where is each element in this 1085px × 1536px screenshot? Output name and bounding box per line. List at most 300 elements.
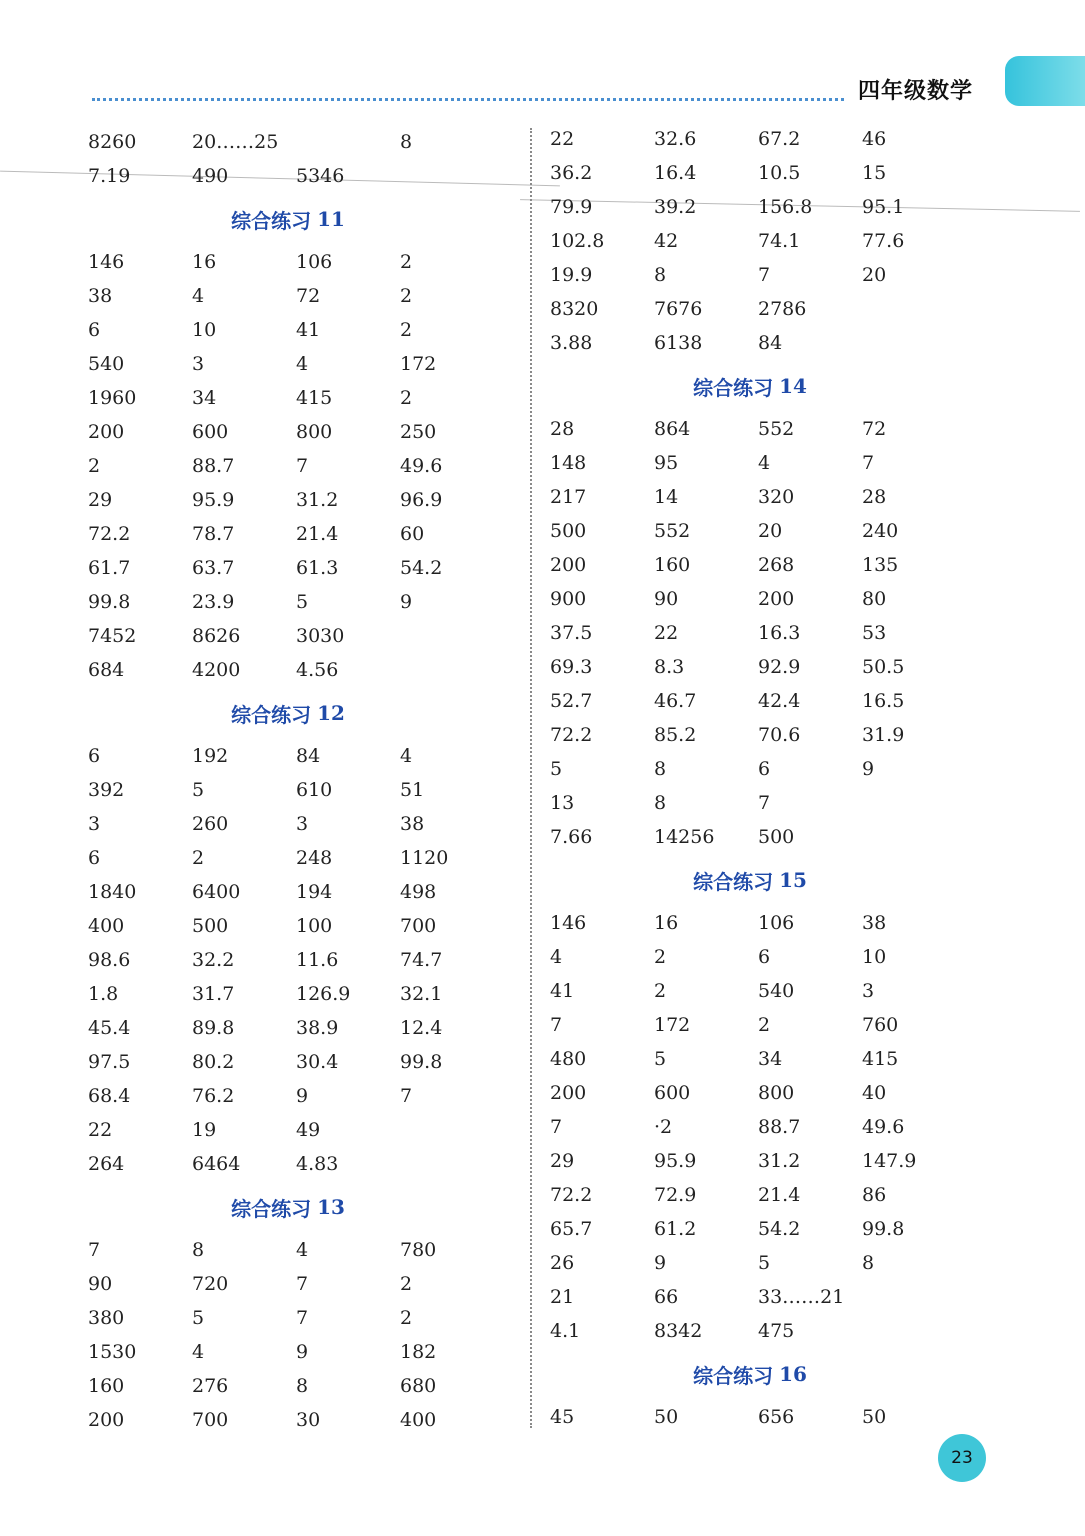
section-title-number: 13 (317, 1195, 345, 1219)
answer-row (550, 820, 970, 854)
answer-cell: 46.7 (654, 690, 697, 712)
answer-row (88, 875, 508, 909)
answer-cell: 99.8 (862, 1218, 905, 1240)
answer-cell: 50.5 (862, 656, 905, 678)
answer-cell: 85.2 (654, 724, 697, 746)
answer-cell: 20……25 (192, 131, 279, 153)
answer-cell: 3 (862, 980, 875, 1002)
answer-cell: 400 (400, 1409, 437, 1431)
answer-row (550, 412, 970, 446)
answer-cell: 54.2 (758, 1218, 801, 1240)
answer-cell: 7 (296, 455, 309, 477)
answer-cell: 800 (296, 421, 333, 443)
answer-row (88, 1301, 508, 1335)
answer-cell: 1.8 (88, 983, 119, 1005)
answer-cell: 7 (88, 1239, 101, 1261)
answer-cell: 200 (88, 421, 125, 443)
answer-cell: 11.6 (296, 949, 339, 971)
answer-cell: 28 (550, 418, 575, 440)
answer-cell: 106 (296, 251, 333, 273)
answer-cell: 700 (192, 1409, 229, 1431)
answer-cell: 38 (88, 285, 113, 307)
answer-cell: 200 (550, 554, 587, 576)
answer-cell: 74.7 (400, 949, 443, 971)
answer-cell: 23.9 (192, 591, 235, 613)
answer-row (550, 1400, 970, 1434)
answer-cell: 135 (862, 554, 899, 576)
answer-cell: 260 (192, 813, 229, 835)
answer-cell: 32.6 (654, 128, 697, 150)
answer-cell: 72.2 (88, 523, 131, 545)
answer-row (550, 1076, 970, 1110)
answer-cell: 22 (654, 622, 679, 644)
answer-cell: 49 (296, 1119, 321, 1141)
answer-cell: 19 (192, 1119, 217, 1141)
answer-cell: 146 (550, 912, 587, 934)
answer-row (550, 446, 970, 480)
answer-cell: 70.6 (758, 724, 801, 746)
answer-cell: 540 (88, 353, 125, 375)
answer-cell: 98.6 (88, 949, 131, 971)
answer-cell: 74.1 (758, 230, 801, 252)
answer-row (550, 906, 970, 940)
answer-cell: 26 (550, 1252, 575, 1274)
exercise-section-title (88, 687, 508, 739)
answer-cell: 68.4 (88, 1085, 131, 1107)
answer-cell: 69.3 (550, 656, 593, 678)
section-title-label: 综合练习 (231, 208, 312, 233)
answer-cell: 9 (862, 758, 875, 780)
answer-cell: 552 (758, 418, 795, 440)
answer-cell: 22 (88, 1119, 113, 1141)
answer-row (88, 1045, 508, 1079)
answer-row (88, 1267, 508, 1301)
answer-cell: 34 (192, 387, 217, 409)
exercise-section-title (550, 360, 970, 412)
answer-row (88, 1335, 508, 1369)
answer-cell: 1840 (88, 881, 137, 903)
answer-cell: 8 (296, 1375, 309, 1397)
answer-row (550, 974, 970, 1008)
answer-cell: 16 (654, 912, 679, 934)
answer-cell: 1120 (400, 847, 449, 869)
answer-cell: 380 (88, 1307, 125, 1329)
answer-cell: 9 (654, 1252, 667, 1274)
answer-cell: 45 (550, 1406, 575, 1428)
answer-cell: 8260 (88, 131, 137, 153)
answer-cell: 800 (758, 1082, 795, 1104)
answer-cell: 53 (862, 622, 887, 644)
answer-cell: 3030 (296, 625, 345, 647)
answer-cell: 95.9 (654, 1150, 697, 1172)
answer-cell: 46 (862, 128, 887, 150)
answer-cell: 96.9 (400, 489, 443, 511)
page-number-badge: 23 (938, 1434, 986, 1482)
answer-row (88, 347, 508, 381)
answer-cell: 19.9 (550, 264, 593, 286)
answer-cell: 4.56 (296, 659, 339, 681)
answer-cell: 540 (758, 980, 795, 1002)
answer-cell: 8 (400, 131, 413, 153)
answer-row (88, 159, 508, 193)
answer-cell: 67.2 (758, 128, 801, 150)
answer-cell: 7 (550, 1116, 563, 1138)
answer-cell: 42.4 (758, 690, 801, 712)
answer-cell: 72.9 (654, 1184, 697, 1206)
answer-cell: 3 (296, 813, 309, 835)
answer-cell: 49.6 (400, 455, 443, 477)
answer-cell: 61.7 (88, 557, 131, 579)
answer-cell: 415 (862, 1048, 899, 1070)
answer-cell: 61.2 (654, 1218, 697, 1240)
answer-cell: 490 (192, 165, 229, 187)
answer-cell: 5 (296, 591, 309, 613)
answer-cell: 16.5 (862, 690, 905, 712)
answer-cell: 106 (758, 912, 795, 934)
section-title-number: 14 (779, 374, 807, 398)
answer-cell: 2 (400, 251, 413, 273)
answer-cell: 8 (862, 1252, 875, 1274)
answer-row (550, 224, 970, 258)
answer-cell: 32.1 (400, 983, 443, 1005)
exercise-section-title (88, 1181, 508, 1233)
answer-row (88, 943, 508, 977)
answer-row (550, 122, 970, 156)
answer-row (88, 449, 508, 483)
answer-cell: 34 (758, 1048, 783, 1070)
answer-cell: 92.9 (758, 656, 801, 678)
answer-cell: 40 (862, 1082, 887, 1104)
answer-cell: 88.7 (192, 455, 235, 477)
answer-cell: 99.8 (400, 1051, 443, 1073)
answer-cell: 9 (400, 591, 413, 613)
answer-cell: 2 (654, 980, 667, 1002)
answer-cell: 9 (296, 1341, 309, 1363)
answer-row (550, 292, 970, 326)
answer-cell: 10.5 (758, 162, 801, 184)
answer-row (550, 1042, 970, 1076)
answer-row (550, 1110, 970, 1144)
answer-cell: 86 (862, 1184, 887, 1206)
answer-cell: 4 (296, 1239, 309, 1261)
answer-cell: 4 (192, 1341, 205, 1363)
answer-cell: 45.4 (88, 1017, 131, 1039)
section-title-number: 12 (317, 701, 345, 725)
answer-cell: 684 (88, 659, 125, 681)
answer-cell: 250 (400, 421, 437, 443)
answer-cell: 6 (88, 745, 101, 767)
answer-cell: 31.2 (758, 1150, 801, 1172)
answer-row (88, 415, 508, 449)
answer-cell: 95.9 (192, 489, 235, 511)
answer-cell: 200 (758, 588, 795, 610)
answer-cell: 1960 (88, 387, 137, 409)
answer-cell: 4 (400, 745, 413, 767)
answer-cell: 6 (758, 758, 771, 780)
answer-cell: 90 (88, 1273, 113, 1295)
answer-row (88, 551, 508, 585)
answer-row (550, 258, 970, 292)
answer-cell: 720 (192, 1273, 229, 1295)
answer-cell: 2 (758, 1014, 771, 1036)
answer-cell: 77.6 (862, 230, 905, 252)
answer-cell: 2 (400, 1307, 413, 1329)
answer-cell: 248 (296, 847, 333, 869)
answer-cell: 4.1 (550, 1320, 581, 1342)
answer-row (88, 1113, 508, 1147)
answer-row (550, 1212, 970, 1246)
answer-row (550, 752, 970, 786)
answer-cell: 160 (88, 1375, 125, 1397)
answer-row (550, 616, 970, 650)
answer-row (550, 1008, 970, 1042)
answer-cell: 29 (550, 1150, 575, 1172)
answer-cell: 30.4 (296, 1051, 339, 1073)
answer-cell: 2 (192, 847, 205, 869)
answer-cell: 268 (758, 554, 795, 576)
subject-title: 四年级数学 (858, 79, 974, 104)
answer-row (550, 1144, 970, 1178)
answer-cell: 20 (862, 264, 887, 286)
answer-row (88, 381, 508, 415)
answer-cell: 148 (550, 452, 587, 474)
answer-cell: 4 (758, 452, 771, 474)
answer-cell: 102.8 (550, 230, 605, 252)
answer-cell: 2 (654, 946, 667, 968)
answer-cell: 20 (758, 520, 783, 542)
answer-cell: 7.19 (88, 165, 131, 187)
answer-cell: 5 (550, 758, 563, 780)
answer-cell: 54.2 (400, 557, 443, 579)
answer-row (88, 279, 508, 313)
answer-cell: 6138 (654, 332, 703, 354)
answer-row (550, 650, 970, 684)
answer-cell: 200 (88, 1409, 125, 1431)
answer-cell: 6400 (192, 881, 241, 903)
answer-cell: 6 (88, 847, 101, 869)
answer-cell: 36.2 (550, 162, 593, 184)
answer-row (88, 1403, 508, 1437)
answer-row (550, 1314, 970, 1348)
answer-cell: 610 (296, 779, 333, 801)
answer-row (88, 517, 508, 551)
answer-cell: 100 (296, 915, 333, 937)
answer-cell: 63.7 (192, 557, 235, 579)
answer-cell: 51 (400, 779, 425, 801)
answer-cell: ·2 (654, 1116, 673, 1138)
answer-cell: 5346 (296, 165, 345, 187)
answer-cell: 8 (192, 1239, 205, 1261)
answer-cell: 7 (862, 452, 875, 474)
answer-cell: 78.7 (192, 523, 235, 545)
answer-cell: 31.9 (862, 724, 905, 746)
header-dotted-rule (92, 98, 844, 101)
answer-row (88, 1233, 508, 1267)
answer-cell: 7 (296, 1307, 309, 1329)
answer-cell: 31.2 (296, 489, 339, 511)
answer-cell: 2 (400, 387, 413, 409)
column-divider (530, 128, 532, 1428)
answer-cell: 13 (550, 792, 575, 814)
left-answer-column (88, 125, 508, 1437)
answer-cell: 2 (400, 1273, 413, 1295)
right-answer-column (550, 122, 970, 1434)
answer-cell: 65.7 (550, 1218, 593, 1240)
exercise-section-title (550, 854, 970, 906)
answer-cell: 2 (400, 319, 413, 341)
answer-row (88, 585, 508, 619)
answer-cell: 66 (654, 1286, 679, 1308)
answer-cell: 32.2 (192, 949, 235, 971)
answer-cell: 79.9 (550, 196, 593, 218)
answer-row (550, 1178, 970, 1212)
section-title-number: 15 (779, 868, 807, 892)
answer-cell: 38 (400, 813, 425, 835)
answer-cell: 95.1 (862, 196, 905, 218)
answer-cell: 80.2 (192, 1051, 235, 1073)
answer-cell: 10 (192, 319, 217, 341)
answer-cell: 39.2 (654, 196, 697, 218)
answer-cell: 21.4 (296, 523, 339, 545)
answer-cell: 50 (862, 1406, 887, 1428)
answer-cell: 194 (296, 881, 333, 903)
answer-cell: 1530 (88, 1341, 137, 1363)
answer-row (88, 1011, 508, 1045)
answer-cell: 7 (550, 1014, 563, 1036)
answer-cell: 3 (192, 353, 205, 375)
answer-cell: 6464 (192, 1153, 241, 1175)
answer-cell: 61.3 (296, 557, 339, 579)
answer-cell: 780 (400, 1239, 437, 1261)
header-tab-decoration (1005, 56, 1085, 106)
answer-cell: 217 (550, 486, 587, 508)
answer-row (88, 313, 508, 347)
answer-cell: 160 (654, 554, 691, 576)
answer-row (88, 807, 508, 841)
section-title-number: 11 (317, 207, 345, 231)
answer-cell: 900 (550, 588, 587, 610)
answer-cell: 84 (758, 332, 783, 354)
answer-cell: 760 (862, 1014, 899, 1036)
answer-cell: 276 (192, 1375, 229, 1397)
answer-cell: 240 (862, 520, 899, 542)
answer-cell: 16 (192, 251, 217, 273)
answer-row (550, 1246, 970, 1280)
answer-cell: 3.88 (550, 332, 593, 354)
section-title-label: 综合练习 (231, 1196, 312, 1221)
answer-cell: 95 (654, 452, 679, 474)
answer-cell: 84 (296, 745, 321, 767)
answer-cell: 146 (88, 251, 125, 273)
answer-cell: 22 (550, 128, 575, 150)
answer-cell: 28 (862, 486, 887, 508)
answer-cell: 72.2 (550, 1184, 593, 1206)
answer-cell: 7.66 (550, 826, 593, 848)
answer-cell: 8 (654, 758, 667, 780)
answer-cell: 5 (192, 1307, 205, 1329)
answer-cell: 4 (296, 353, 309, 375)
answer-row (550, 786, 970, 820)
answer-row (88, 653, 508, 687)
answer-row (88, 1147, 508, 1181)
answer-cell: 10 (862, 946, 887, 968)
answer-cell: 5 (758, 1252, 771, 1274)
answer-cell: 392 (88, 779, 125, 801)
answer-cell: 156.8 (758, 196, 813, 218)
answer-cell: 8342 (654, 1320, 703, 1342)
answer-cell: 320 (758, 486, 795, 508)
answer-row (88, 739, 508, 773)
section-title-label: 综合练习 (693, 375, 774, 400)
answer-cell: 7452 (88, 625, 137, 647)
answer-cell: 33……21 (758, 1286, 845, 1308)
answer-cell: 172 (400, 353, 437, 375)
answer-cell: 9 (296, 1085, 309, 1107)
answer-cell: 60 (400, 523, 425, 545)
answer-cell: 31.7 (192, 983, 235, 1005)
answer-cell: 552 (654, 520, 691, 542)
answer-cell: 7 (296, 1273, 309, 1295)
answer-row (550, 548, 970, 582)
answer-cell: 76.2 (192, 1085, 235, 1107)
answer-cell: 21 (550, 1286, 575, 1308)
answer-cell: 38.9 (296, 1017, 339, 1039)
answer-cell: 14256 (654, 826, 715, 848)
answer-cell: 15 (862, 162, 887, 184)
answer-row (88, 1369, 508, 1403)
answer-cell: 4 (192, 285, 205, 307)
answer-row (550, 718, 970, 752)
answer-cell: 38 (862, 912, 887, 934)
answer-row (88, 125, 508, 159)
answer-cell: 30 (296, 1409, 321, 1431)
answer-cell: 52.7 (550, 690, 593, 712)
answer-cell: 172 (654, 1014, 691, 1036)
answer-cell: 4200 (192, 659, 241, 681)
answer-cell: 89.8 (192, 1017, 235, 1039)
answer-cell: 126.9 (296, 983, 351, 1005)
answer-cell: 680 (400, 1375, 437, 1397)
answer-cell: 2 (88, 455, 101, 477)
answer-cell: 500 (550, 520, 587, 542)
answer-row (550, 940, 970, 974)
section-title-label: 综合练习 (693, 1363, 774, 1388)
section-title-number: 16 (779, 1362, 807, 1386)
answer-cell: 182 (400, 1341, 437, 1363)
answer-cell: 50 (654, 1406, 679, 1428)
answer-cell: 7 (400, 1085, 413, 1107)
answer-row (88, 483, 508, 517)
answer-cell: 8.3 (654, 656, 685, 678)
answer-cell: 8 (654, 264, 667, 286)
answer-cell: 8 (654, 792, 667, 814)
answer-row (88, 1079, 508, 1113)
answer-cell: 8626 (192, 625, 241, 647)
answer-cell: 90 (654, 588, 679, 610)
answer-row (88, 245, 508, 279)
answer-cell: 49.6 (862, 1116, 905, 1138)
answer-cell: 7 (758, 264, 771, 286)
answer-cell: 5 (192, 779, 205, 801)
answer-cell: 4 (550, 946, 563, 968)
answer-cell: 400 (88, 915, 125, 937)
answer-row (550, 326, 970, 360)
answer-cell: 498 (400, 881, 437, 903)
answer-cell: 6 (88, 319, 101, 341)
answer-cell: 500 (758, 826, 795, 848)
answer-cell: 97.5 (88, 1051, 131, 1073)
answer-cell: 72.2 (550, 724, 593, 746)
